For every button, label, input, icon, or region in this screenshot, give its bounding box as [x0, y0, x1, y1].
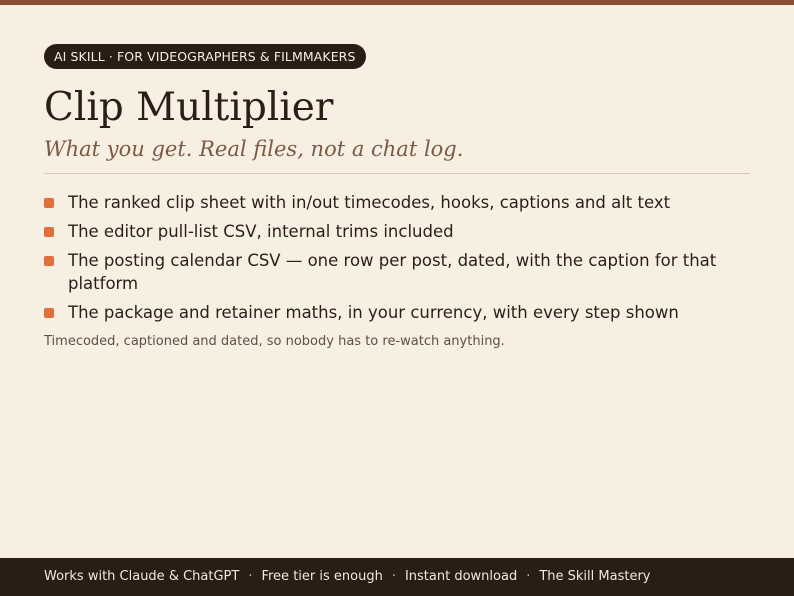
footer-separator: · — [391, 569, 396, 584]
feature-list — [44, 191, 750, 330]
page-title: Clip Multiplier — [44, 85, 334, 130]
category-badge: AI SKILL · FOR VIDEOGRAPHERS & FILMMAKERS — [44, 44, 366, 69]
feature-text: The posting calendar CSV — one row per post, dated, with the caption for that platform — [68, 251, 717, 293]
divider — [44, 173, 750, 174]
feature-item — [44, 249, 750, 295]
page-subtitle: What you get. Real files, not a chat log. — [44, 137, 464, 161]
feature-text: The ranked clip sheet with in/out timecodes, hooks, captions and alt text — [68, 193, 671, 212]
footer-item-compatibility: Works with Claude & ChatGPT — [44, 569, 240, 584]
footer-content — [44, 558, 651, 596]
feature-item — [44, 191, 750, 214]
footer-item-free-tier: Free tier is enough — [261, 569, 383, 584]
feature-text: The package and retainer maths, in your currency, with every step shown — [68, 303, 679, 322]
feature-item — [44, 220, 750, 243]
footer-item-download: Instant download — [404, 569, 518, 584]
top-accent-bar — [0, 0, 794, 5]
summary-note: Timecoded, captioned and dated, so nobody has to re-watch anything. — [44, 334, 505, 349]
footer-item-brand: The Skill Mastery — [539, 569, 651, 584]
feature-text: The editor pull-list CSV, internal trims included — [68, 222, 454, 241]
feature-item — [44, 301, 750, 324]
footer-separator: · — [526, 569, 531, 584]
footer-bar — [0, 558, 794, 596]
bullet-icon — [44, 198, 54, 208]
bullet-icon — [44, 308, 54, 318]
footer-separator: · — [248, 569, 253, 584]
bullet-icon — [44, 227, 54, 237]
bullet-icon — [44, 256, 54, 266]
